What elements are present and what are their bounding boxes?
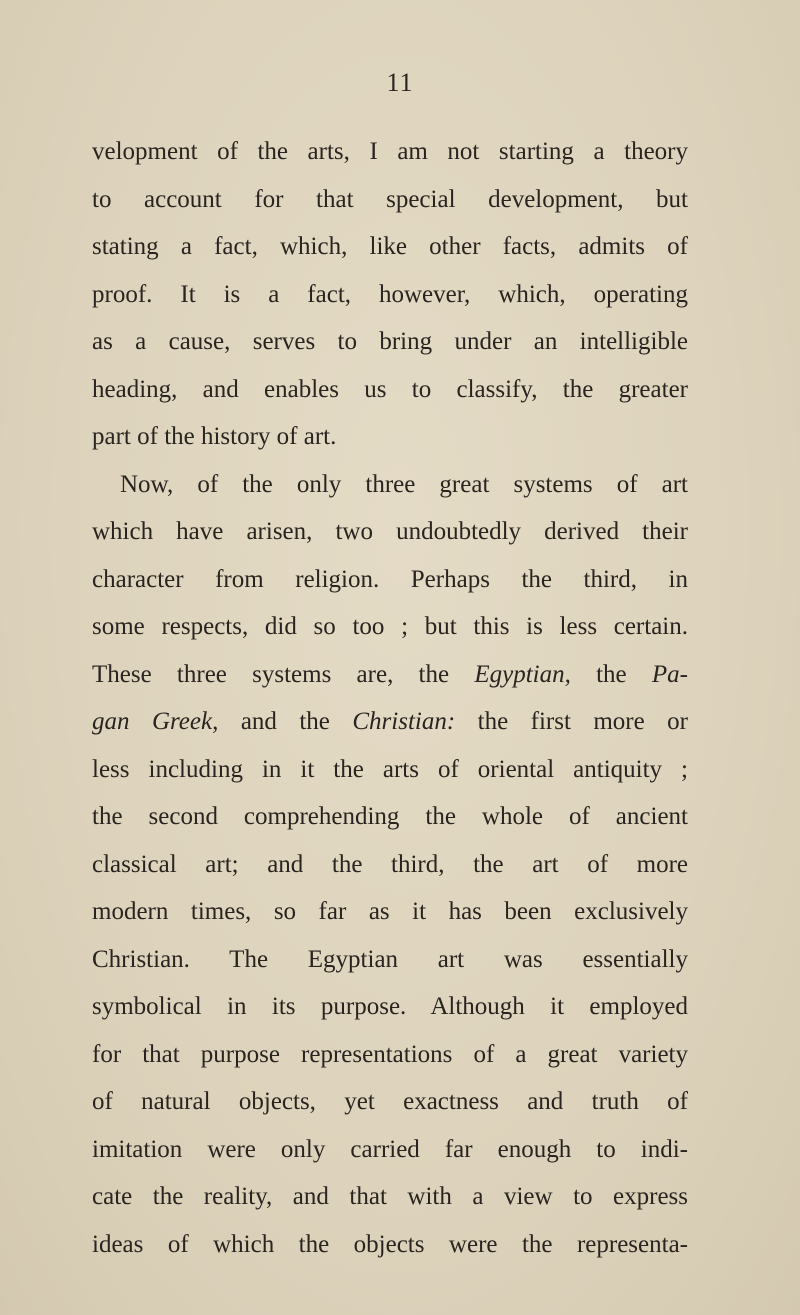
text-segment: stating a fact, which, like other facts, admits of: [92, 233, 688, 260]
text-line: [92, 1031, 688, 1079]
text-segment: the second comprehending the whole of ancient: [92, 803, 688, 830]
italic-segment: Egyptian,: [474, 660, 571, 688]
text-segment: part of the history of art.: [92, 423, 337, 450]
text-line: [92, 603, 688, 651]
text-segment: ideas of which the objects were the representa-: [92, 1230, 688, 1258]
text-line: [92, 508, 688, 556]
text-segment: and the: [218, 708, 353, 735]
text-line: [92, 366, 688, 414]
text-segment: classical art; and the third, the art of more: [92, 850, 688, 878]
text-line: [92, 698, 688, 746]
text-line: [92, 793, 688, 841]
text-line: [92, 271, 688, 319]
text-segment: proof. It is a fact, however, which, operating: [92, 280, 688, 308]
italic-segment: Pa-: [651, 660, 689, 688]
text-line: [92, 1126, 688, 1174]
text-segment: Now, of the only three great systems of art: [120, 470, 688, 498]
text-line: [92, 936, 688, 984]
text-segment: These three systems are, the: [92, 660, 475, 688]
text-segment: modern times, so far as it has been exclusively: [92, 898, 688, 925]
text-segment: velopment of the arts, I am not starting a theory: [92, 138, 688, 165]
text-line: [92, 746, 688, 794]
text-segment: for that purpose representations of a great variety: [92, 1040, 688, 1068]
text-segment: Christian. The Egyptian art was essentially: [92, 945, 688, 973]
body-text: [92, 128, 688, 1268]
text-line: [92, 651, 688, 699]
text-line: [92, 1221, 688, 1269]
text-segment: character from religion. Perhaps the third, in: [92, 565, 688, 593]
text-segment: as a cause, serves to bring under an intelligible: [92, 328, 688, 355]
text-line: [92, 888, 688, 936]
text-segment: some respects, did so too ; but this is less certain.: [92, 613, 688, 640]
text-segment: heading, and enables us to classify, the greater: [92, 375, 688, 403]
text-line: [92, 556, 688, 604]
text-line: [92, 223, 688, 271]
text-line: [92, 1173, 688, 1221]
text-segment: less including in it the arts of oriental antiquity ;: [92, 755, 688, 783]
text-segment: the first more or: [455, 708, 688, 735]
text-line: [92, 128, 688, 176]
text-line: [92, 413, 688, 461]
text-segment: of natural objects, yet exactness and truth of: [92, 1088, 688, 1115]
text-segment: which have arisen, two undoubtedly derived their: [92, 518, 688, 545]
text-line: [92, 176, 688, 224]
text-line: [92, 1078, 688, 1126]
text-segment: cate the reality, and that with a view to express: [92, 1183, 688, 1210]
text-line: [92, 318, 688, 366]
text-segment: imitation were only carried far enough to indi-: [92, 1135, 688, 1163]
text-line: [92, 461, 688, 509]
page-number: 11: [386, 68, 414, 97]
text-segment: the: [570, 660, 652, 688]
text-line: [92, 841, 688, 889]
italic-segment: Christian:: [352, 708, 456, 735]
text-segment: to account for that special development, but: [92, 185, 688, 213]
text-line: [92, 983, 688, 1031]
text-segment: symbolical in its purpose. Although it employed: [92, 993, 688, 1020]
italic-segment: gan Greek,: [92, 708, 219, 735]
